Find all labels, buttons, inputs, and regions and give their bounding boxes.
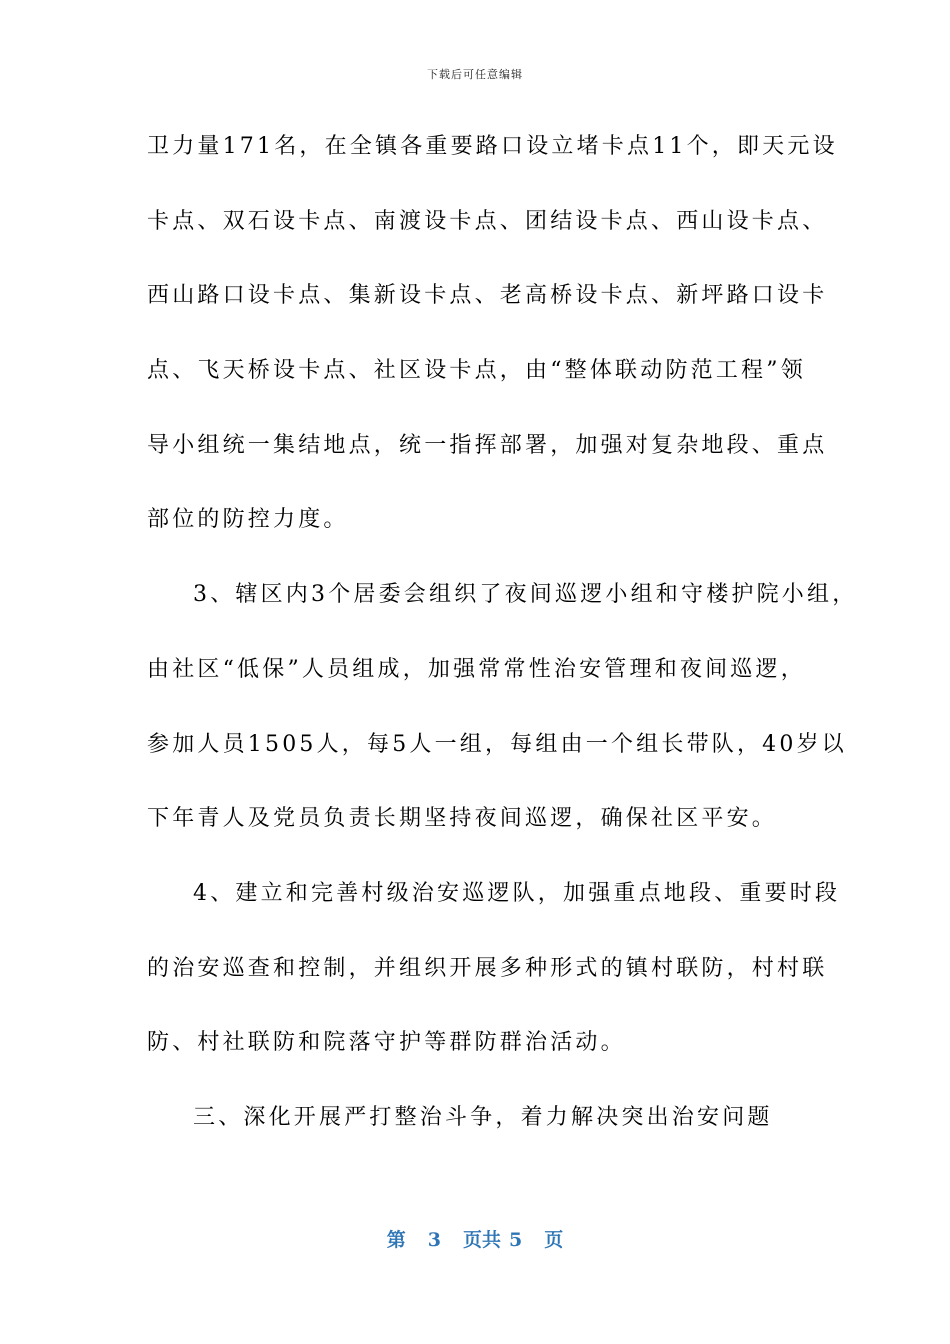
text-line: 由社区“低保”人员组成，加强常常性治安管理和夜间巡逻， [147, 656, 806, 682]
text-line: 部位的防控力度。 [147, 507, 349, 533]
text-line: 防、村社联防和院落守护等群防群治活动。 [147, 1030, 626, 1056]
text-line: 西山路口设卡点、集新设卡点、老高桥设卡点、新坪路口设卡 [147, 283, 828, 309]
footer-suffix: 页 [544, 1229, 564, 1251]
footer-middle: 页共 [462, 1229, 501, 1251]
text-line: 卫力量171名，在全镇各重要路口设立堵卡点11个，即天元设 [147, 134, 838, 159]
text-line: 4、建立和完善村级治安巡逻队，加强重点地段、重要时段 [193, 880, 841, 906]
text-line: 的治安巡查和控制，并组织开展多种形式的镇村联防，村村联 [147, 955, 828, 981]
total-page-count: 5 [509, 1229, 523, 1251]
footer-prefix: 第 [386, 1229, 406, 1251]
text-line: 参加人员1505人，每5人一组，每组由一个组长带队，40岁以 [147, 731, 847, 757]
current-page-number: 3 [427, 1229, 441, 1251]
page-footer [0, 1225, 950, 1252]
text-line: 3、辖区内3个居委会组织了夜间巡逻小组和守楼护院小组， [193, 582, 858, 608]
page-header: 下载后可任意编辑 [427, 68, 523, 81]
text-line: 点、飞天桥设卡点、社区设卡点，由“整体联动防范工程”领 [147, 358, 806, 384]
text-line: 卡点、双石设卡点、南渡设卡点、团结设卡点、西山设卡点、 [147, 208, 828, 234]
document-body [147, 122, 858, 1168]
text-line: 导小组统一集结地点，统一指挥部署，加强对复杂地段、重点 [147, 432, 828, 458]
text-line: 下年青人及党员负责长期坚持夜间巡逻，确保社区平安。 [147, 806, 778, 832]
section-heading: 三、深化开展严打整治斗争，着力解决突出治安问题 [193, 1104, 773, 1130]
